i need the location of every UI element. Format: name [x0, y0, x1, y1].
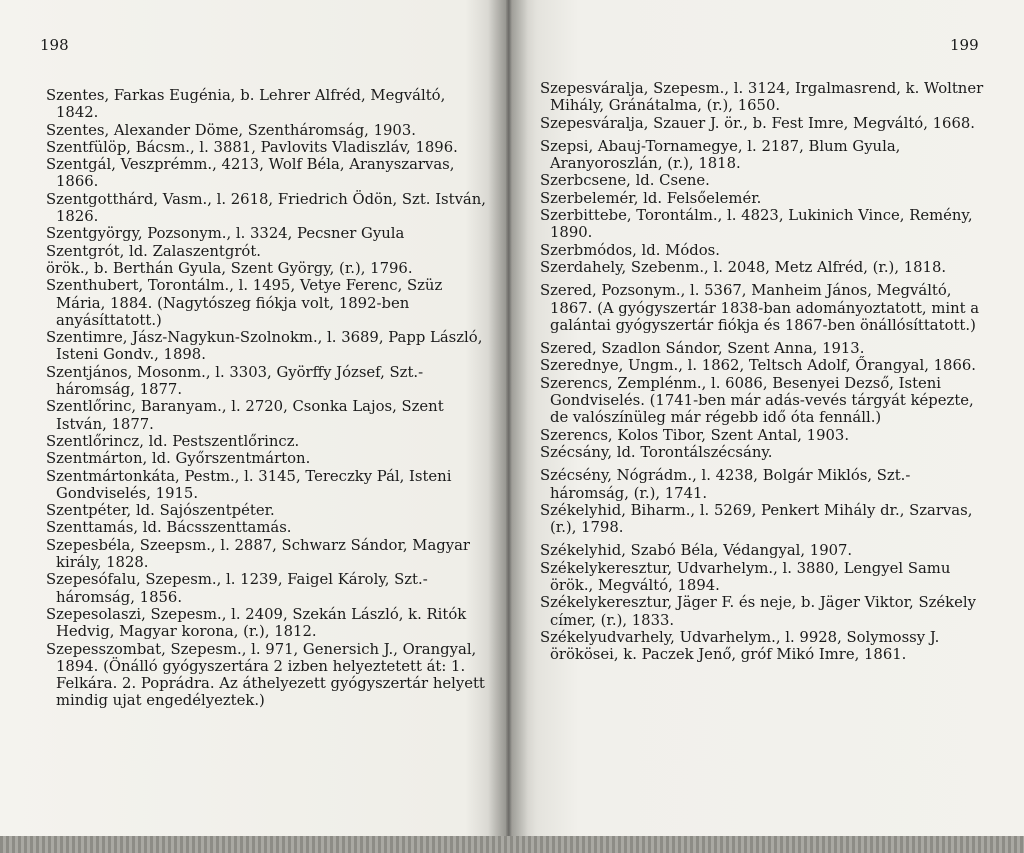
- entry-item: Szécsény, Nógrádm., l. 4238, Bolgár Miklós, Szt.-háromság, (r.), 1741.: [540, 467, 911, 502]
- entry-item: Szentgál, Veszprémm., 4213, Wolf Béla, Aranyszarvas, 1866.: [46, 156, 455, 191]
- entry-item: Szepesszombat, Szepesm., l. 971, Genersich J., Orangyal, 1894. (Önálló gyógyszertára 2 izben helyeztetett át: 1. Felkára. 2. Poprádra. Az áthelyezett gyógyszertár helyett mindig ujat engedélyeztek.): [46, 640, 485, 710]
- entry-item: Szered, Szadlon Sándor, Szent Anna, 1913.: [540, 340, 865, 358]
- entry-item: Szentgrót, ld. Zalaszentgrót.: [46, 242, 261, 260]
- entry-item: Szentlőrincz, ld. Pestszentlőrincz.: [46, 432, 300, 450]
- entry-item: Szepsi, Abauj-Tornamegye, l. 2187, Blum Gyula, Aranyoroszlán, (r.), 1818.: [540, 137, 901, 173]
- entry-item: Szentpéter, ld. Sajószentpéter.: [46, 502, 275, 520]
- entry-item: Szentmárton, ld. Győrszentmárton.: [46, 450, 311, 468]
- entry-item: Szepesbéla, Szeepsm., l. 2887, Schwarz Sándor, Magyar király, 1828.: [46, 536, 470, 572]
- entry-item: Székelyhid, Biharm., l. 5269, Penkert Mihály dr., Szarvas, (r.), 1798.: [540, 501, 973, 537]
- entry-item: Szerbmódos, ld. Módos.: [540, 241, 720, 259]
- page-number-right: 199: [950, 36, 979, 54]
- entry-item: Szentmártonkáta, Pestm., l. 3145, Tereczky Pál, Isteni Gondviselés, 1915.: [46, 467, 452, 502]
- entry-item: Szerednye, Ungm., l. 1862, Teltsch Adolf, Őrangyal, 1866.: [540, 357, 976, 375]
- entry-item: Szenttamás, ld. Bácsszenttamás.: [46, 519, 292, 537]
- entry-item: Szerbelemér, ld. Felsőelemér.: [540, 189, 762, 207]
- entry-item: örök., b. Berthán Gyula, Szent György, (r.), 1796.: [46, 259, 413, 277]
- entry-item: Szentes, Farkas Eugénia, b. Lehrer Alfréd, Megváltó, 1842.: [46, 87, 446, 122]
- entry-list-right: [540, 80, 988, 664]
- entry-item: Szécsány, ld. Torontálszécsány.: [540, 443, 773, 461]
- entry-item: Szerbcsene, ld. Csene.: [540, 172, 710, 190]
- entry-item: Székelyudvarhely, Udvarhelym., l. 9928, Solymossy J. örökösei, k. Paczek Jenő, gróf Mikó Imre, 1861.: [540, 628, 940, 664]
- left-page: [0, 0, 506, 853]
- entry-item: Székelykeresztur, Jäger F. és neje, b. Jäger Viktor, Székely címer, (r.), 1833.: [540, 594, 976, 629]
- entry-item: Szentlőrinc, Baranyam., l. 2720, Csonka Lajos, Szent István, 1877.: [46, 398, 444, 433]
- entry-item: Szentgyörgy, Pozsonym., l. 3324, Pecsner Gyula: [46, 225, 405, 243]
- entry-item: Székelyhid, Szabó Béla, Védangyal, 1907.: [540, 542, 853, 560]
- page-number-left: 198: [40, 36, 69, 54]
- entry-item: Szentfülöp, Bácsm., l. 3881, Pavlovits Vladiszláv, 1896.: [46, 138, 458, 156]
- entry-item: Szepesváralja, Szepesm., l. 3124, Irgalmasrend, k. Woltner Mihály, Gránátalma, (r.), 1650.: [540, 80, 984, 115]
- right-page: [506, 0, 1024, 853]
- entry-item: Szepesváralja, Szauer J. ör., b. Fest Imre, Megváltó, 1668.: [540, 114, 975, 132]
- entry-item: Szerencs, Zemplénm., l. 6086, Besenyei Dezső, Isteni Gondviselés. (1741-ben már adás-vevés tárgyát képezte, de valószínüleg már régebb idő óta fennáll.): [540, 374, 974, 427]
- entry-item: Szentgotthárd, Vasm., l. 2618, Friedrich Ödön, Szt. István, 1826.: [46, 190, 486, 226]
- entry-item: Szentes, Alexander Döme, Szentháromság, 1903.: [46, 121, 416, 139]
- entry-item: Székelykeresztur, Udvarhelym., l. 3880, Lengyel Samu örök., Megváltó, 1894.: [540, 559, 951, 595]
- entry-item: Szepesófalu, Szepesm., l. 1239, Faigel Károly, Szt.-háromság, 1856.: [46, 571, 428, 606]
- book-gutter: [488, 0, 528, 853]
- entry-item: Szentjános, Mosonm., l. 3303, Györffy József, Szt.-háromság, 1877.: [46, 363, 424, 399]
- entry-item: Szenthubert, Torontálm., l. 1495, Vetye Ferenc, Szüz Mária, 1884. (Nagytószeg fiókja volt, 1892-ben anyásíttatott.): [46, 277, 443, 329]
- entry-item: Szerdahely, Szebenm., l. 2048, Metz Alfréd, (r.), 1818.: [540, 258, 947, 276]
- entry-item: Szerbittebe, Torontálm., l. 4823, Lukinich Vince, Remény, 1890.: [540, 207, 973, 242]
- entry-item: Szerencs, Kolos Tibor, Szent Antal, 1903.: [540, 426, 850, 444]
- entry-item: Szepesolaszi, Szepesm., l. 2409, Szekán László, k. Ritók Hedvig, Magyar korona, (r.), 1812.: [46, 605, 467, 641]
- scan-bottom-edge: [0, 836, 1024, 853]
- entry-list-left: [46, 87, 486, 710]
- entry-item: Szered, Pozsonym., l. 5367, Manheim János, Megváltó, 1867. (A gyógyszertár 1838-ban adományoztatott, mint a galántai gyógyszertár fiókja és 1867-ben önállósíttatott.): [540, 282, 980, 334]
- entry-item: Szentimre, Jász-Nagykun-Szolnokm., l. 3689, Papp László, Isteni Gondv., 1898.: [46, 329, 483, 364]
